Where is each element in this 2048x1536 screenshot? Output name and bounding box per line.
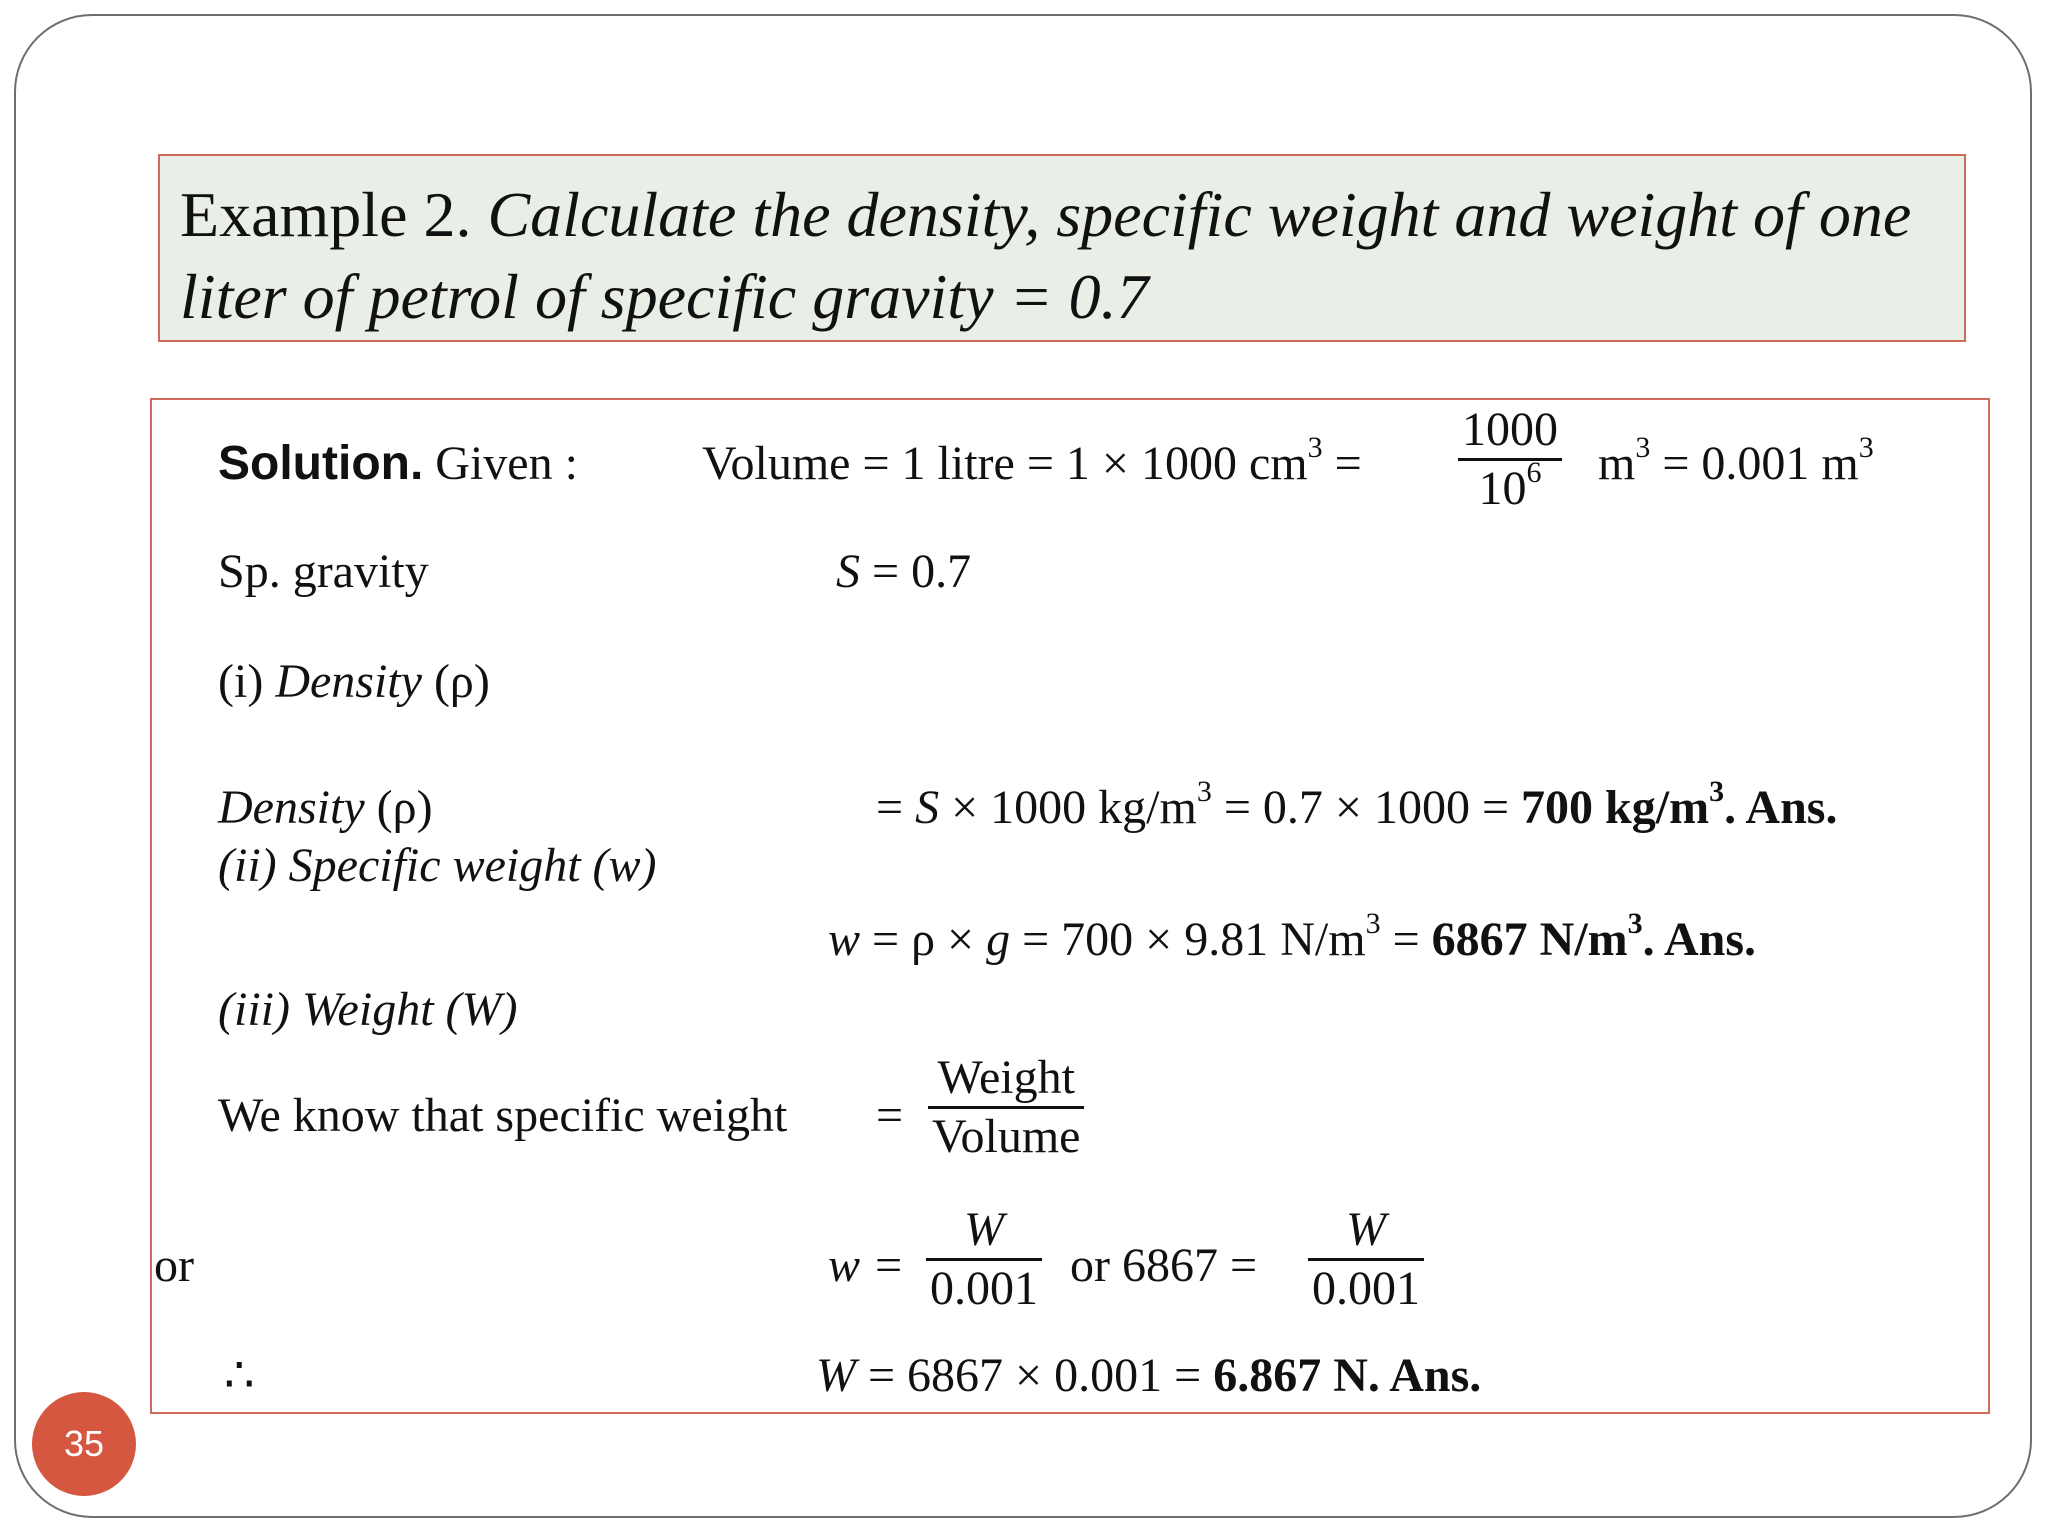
sp-symbol: S (836, 545, 860, 598)
final-W: W (816, 1349, 856, 1402)
example-label: Example 2. (180, 179, 472, 250)
w-frac-num: W (964, 1203, 1004, 1256)
or-6867: or 6867 = (1070, 1239, 1258, 1292)
sp-value: = 0.7 (860, 545, 972, 598)
density-ans-suffix: . Ans. (1724, 781, 1838, 834)
w-fraction-1 (926, 1204, 1042, 1315)
w-answer (1431, 907, 1757, 966)
part-i-heading (218, 654, 490, 710)
w-ans-value: 6867 N/m (1431, 913, 1628, 966)
value-exp: 3 (1858, 431, 1874, 464)
know-text: We know that specific weight (218, 1089, 788, 1142)
w-eq-b: = 700 × 9.81 N/m (1010, 913, 1366, 966)
final-calc: = 6867 × 0.001 = (855, 1349, 1214, 1402)
final-equation (816, 1348, 1481, 1404)
page-number-badge: 35 (32, 1392, 136, 1496)
therefore-symbol: ∴ (224, 1349, 255, 1402)
final-answer: 6.867 N. Ans. (1213, 1349, 1482, 1402)
w-eq-a: = ρ × (860, 913, 987, 966)
fraction-num-weight: Weight (937, 1051, 1075, 1104)
volume-exp: 3 (1307, 431, 1323, 464)
given-label: Given : (435, 437, 578, 490)
w-ans-suffix: . Ans. (1642, 913, 1757, 966)
volume-fraction-den (1475, 456, 1546, 515)
or-label: or (154, 1239, 194, 1292)
w-frac2-den: 0.001 (1312, 1262, 1420, 1315)
volume-equals: = (1334, 437, 1362, 490)
fraction-bar (1458, 458, 1562, 461)
g-symbol: g (986, 913, 1011, 966)
fraction-bar (1308, 1258, 1424, 1261)
fraction-den-volume: Volume (932, 1110, 1081, 1163)
density-answer (1521, 775, 1838, 834)
sp-gravity-value (836, 544, 971, 600)
volume-result (1598, 431, 1874, 492)
specific-weight-equation (828, 907, 1757, 968)
density-word: Density (218, 781, 365, 834)
volume-equation (702, 431, 1362, 492)
unit-m: m (1598, 437, 1636, 490)
volume-fraction (1458, 404, 1562, 515)
volume-text: Volume = 1 litre = 1 × 1000 cm (702, 437, 1308, 490)
problem-text: Calculate the density, specific weight and weight of one liter of petrol of specific gravity = 0.7 (180, 179, 1912, 332)
fraction-bar (926, 1258, 1042, 1261)
volume-fraction-num: 1000 (1462, 403, 1558, 456)
density-exp: 3 (1196, 775, 1212, 808)
part-iii-heading: (iii) Weight (W) (218, 983, 518, 1036)
w-fraction-2 (1308, 1204, 1424, 1315)
w-symbol: w (828, 913, 861, 966)
density-eq-mid: × 1000 kg/m (939, 781, 1197, 834)
density-symbol: (ρ) (364, 781, 433, 834)
density-eq-start: = (876, 781, 916, 834)
density-S: S (915, 781, 940, 834)
unit-exp: 3 (1635, 431, 1651, 464)
w-frac-den: 0.001 (930, 1262, 1038, 1315)
part-ii-heading: (ii) Specific weight (w) (218, 839, 657, 892)
w-equals: w = (828, 1239, 905, 1292)
weight-volume-fraction (928, 1052, 1084, 1163)
problem-statement-box (158, 154, 1966, 342)
density-ans-exp: 3 (1709, 775, 1725, 808)
volume-value: = 0.001 m (1650, 437, 1859, 490)
part-i-num: (i) (218, 655, 276, 708)
density-ans-value: 700 kg/m (1521, 781, 1710, 834)
solution-heading (218, 436, 578, 492)
solution-box (150, 398, 1990, 1414)
know-equals: = (876, 1089, 904, 1142)
part-i-title: Density (275, 655, 422, 708)
sp-gravity-label: Sp. gravity (218, 545, 429, 598)
part-i-symbol: (ρ) (421, 655, 490, 708)
w-eq-c: = (1380, 913, 1432, 966)
w-frac2-num: W (1346, 1203, 1386, 1256)
w-exp: 3 (1365, 907, 1381, 940)
fraction-bar (928, 1106, 1084, 1109)
den-exp: 6 (1526, 456, 1542, 489)
density-equation (876, 775, 1838, 836)
den-base: 10 (1478, 462, 1527, 515)
w-ans-exp: 3 (1627, 907, 1643, 940)
density-label (218, 780, 433, 836)
solution-label: Solution. (218, 437, 424, 490)
density-eq-calc: = 0.7 × 1000 = (1211, 781, 1522, 834)
